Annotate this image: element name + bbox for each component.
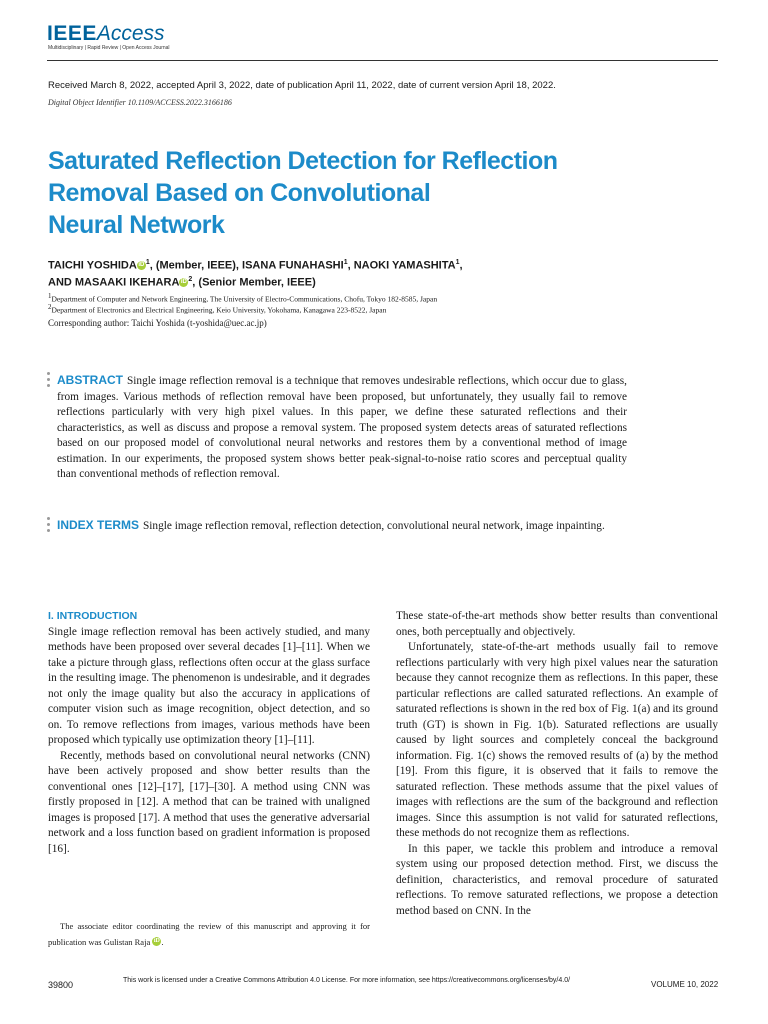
orcid-icon[interactable]: iD	[153, 938, 160, 944]
section-heading: I. INTRODUCTION	[48, 610, 138, 622]
author-name: , (Senior Member, IEEE)	[192, 276, 316, 289]
paragraph: These state-of-the-art methods show better results than conventional ones, both perceptually and objectively.	[396, 610, 718, 638]
abstract	[57, 373, 627, 483]
affiliation-number: 2	[48, 303, 52, 311]
body-column-right	[396, 609, 718, 919]
logo-tagline: Multidisciplinary | Rapid Review | Open Access Journal	[48, 45, 170, 51]
author-name: , NAOKI YAMASHITA	[347, 259, 456, 272]
affiliation-text: Department of Electronics and Electrical Engineering, Keio University, Yokohama, Kanagawa 223-8522, Japan	[51, 305, 387, 315]
title-line: Saturated Reflection Detection for Reflection	[48, 147, 558, 175]
orcid-icon[interactable]: iD	[180, 278, 187, 285]
index-terms	[57, 518, 627, 535]
authors-line-1	[48, 259, 463, 272]
logo-ieee: IEEE	[47, 22, 97, 45]
paragraph: Unfortunately, state-of-the-art methods usually fail to remove reflections particularly with very high pixel values near the saturation because they cannot recognize them as reflections. In this paper, these particular reflections are called saturated reflections. An example of saturated reflections is shown in the red box of Fig. 1(a) and its ground truth (GT) is shown in Fig. 1(b). Saturated reflections are usually caused by light sources and completely conceal the background information. Fig. 1(c) shows the removed results of (a) by the method [19]. From this figure, it is observed that it fails to remove the saturated reflection. These methods assume that the pixel values of images with reflections are the sum of the background and reflection images. Since this assumption is not valid for saturated reflections, these methods do not recognize them as reflections.	[396, 641, 718, 839]
paragraph: Recently, methods based on convolutional neural networks (CNN) have been actively proposed and show better results than the conventional ones [12]–[17], [17]–[30]. A method using CNN was firstly proposed in [12]. A method that can be trained with unaligned images is proposed [17]. A method that uses the generative adversarial network and a loss function based on gradient information is proposed [16].	[48, 749, 370, 855]
affiliation-mark: 1	[455, 259, 460, 266]
affiliation-1	[48, 292, 437, 304]
abstract-marker-icon	[47, 372, 50, 390]
authors-line-2	[48, 276, 316, 289]
received-dates: Received March 8, 2022, accepted April 3, 2022, date of publication April 11, 2022, date of current version April 18, 2022.	[48, 80, 556, 91]
title-line: Removal Based on Convolutional	[48, 179, 431, 207]
affiliation-mark: 1	[145, 259, 150, 266]
author-name: AND MASAAKI IKEHARA	[48, 276, 180, 289]
affiliation-text: Department of Computer and Network Engineering, The University of Electro-Communications, Chofu, Tokyo 182-8585, Japan	[51, 294, 438, 304]
page-number: 39800	[48, 980, 74, 990]
abstract-text: Single image reflection removal is a technique that removes undesirable reflections, which occur due to glass, from images. Various methods of reflection removal have been proposed, but unfortunately, they usually fail to remove reflections particularly with very high pixel values. In this paper, we define these saturated reflections and their characteristics, as well as discuss and propose a removal system. The proposed system detects areas of saturated reflections based on our proposed model of convolutional neural networks and restores them by a conventional method of image estimation. In our experiments, the proposed system shows better peak-signal-to-noise ratio scores and perceptual quality than conventional methods of reflection removal.	[57, 375, 627, 480]
paragraph: In this paper, we tackle this problem and introduce a removal system using our proposed detection method. First, we discuss the definition, characteristics, and removal procedure of saturated reflections. To remove saturated reflections, we propose a detection method based on CNN. In the	[396, 842, 718, 917]
affiliation-2	[48, 303, 386, 315]
corresponding-author: Corresponding author: Taichi Yoshida (t-yoshida@uec.ac.jp)	[48, 318, 267, 328]
journal-logo	[47, 22, 165, 46]
title-line: Neural Network	[48, 211, 225, 239]
footnote-text: The associate editor coordinating the review of this manuscript and approving it for publication was Gulistan Raja	[48, 921, 370, 947]
logo-access: Access	[96, 22, 165, 45]
author-name: , (Member, IEEE), ISANA FUNAHASHI	[149, 259, 344, 272]
doi-line[interactable]: Digital Object Identifier 10.1109/ACCESS.2022.3166186	[48, 98, 232, 107]
abstract-label: ABSTRACT	[57, 373, 123, 387]
affiliation-mark: 2	[188, 276, 193, 283]
author-separator: ,	[459, 259, 463, 272]
paper-title	[48, 145, 608, 241]
index-terms-text: Single image reflection removal, reflection detection, convolutional neural network, image inpainting.	[143, 520, 605, 532]
affiliation-number: 1	[48, 292, 52, 300]
volume-label: VOLUME 10, 2022	[651, 980, 719, 989]
index-terms-marker-icon	[47, 517, 50, 535]
index-terms-label: INDEX TERMS	[57, 518, 140, 532]
header-divider	[47, 60, 718, 61]
affiliation-mark: 1	[343, 259, 348, 266]
license-notice[interactable]: This work is licensed under a Creative Commons Attribution 4.0 License. For more information, see https://creativecommons.org/licenses/by/4.0/	[123, 977, 571, 984]
paragraph: Single image reflection removal has been actively studied, and many methods have been proposed over several decades [1]–[11]. When we take a picture through glass, reflections often occur at the glass surface in the resulting image. The phenomenon is undesirable, and it degrades not only the image quality but also the accuracy in applications of computer vision such as image recognition, object detection, and so on. To remove reflections from images, various methods have been proposed which typically use optimization theory [1]–[11].	[48, 625, 370, 746]
orcid-icon[interactable]: iD	[138, 261, 145, 268]
body-column-left	[48, 609, 370, 857]
footnote: The associate editor coordinating the review of this manuscript and approving it for publication was Gulistan Raja iD .	[48, 921, 370, 947]
author-name: TAICHI YOSHIDA	[48, 259, 137, 272]
